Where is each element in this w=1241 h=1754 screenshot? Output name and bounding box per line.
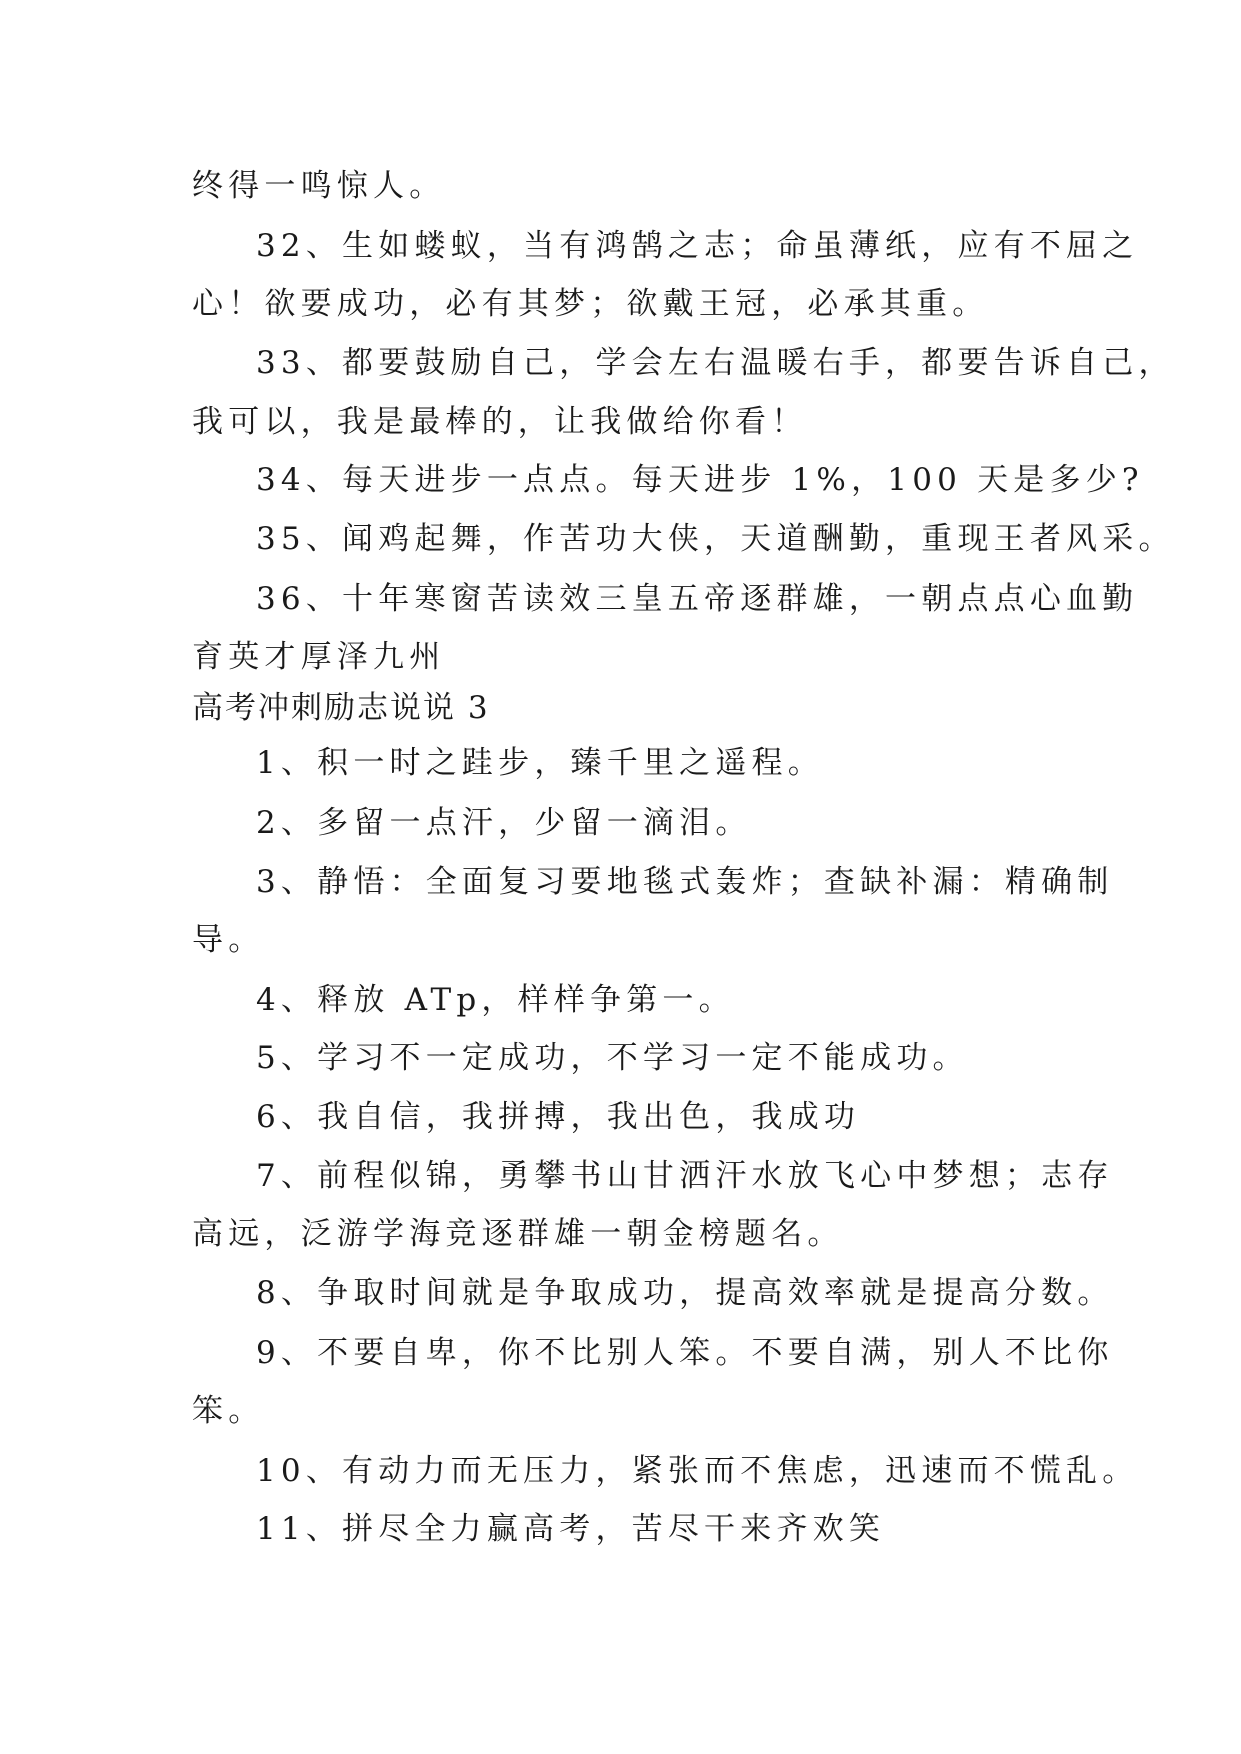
paragraph-line: 6、我自信，我拼搏，我出色，我成功 <box>256 1099 861 1135</box>
paragraph-line: 33、都要鼓励自己，学会左右温暖右手，都要告诉自己， <box>256 345 1175 381</box>
paragraph-line: 7、前程似锦，勇攀书山甘洒汗水放飞心中梦想；志存 <box>256 1158 1114 1194</box>
section-heading: 高考冲刺励志说说 3 <box>192 690 490 726</box>
paragraph-line: 9、不要自卑，你不比别人笨。不要自满，别人不比你 <box>256 1335 1114 1371</box>
paragraph-line: 高远，泛游学海竞逐群雄一朝金榜题名。 <box>192 1216 844 1252</box>
paragraph-line: 3、静悟：全面复习要地毯式轰炸；查缺补漏：精确制 <box>256 864 1114 900</box>
paragraph-line: 35、闻鸡起舞，作苦功大侠，天道酬勤，重现王者风采。 <box>256 521 1175 557</box>
paragraph-line: 心！欲要成功，必有其梦；欲戴王冠，必承其重。 <box>192 286 989 322</box>
paragraph-line: 32、生如蝼蚁，当有鸿鹄之志；命虽薄纸，应有不屈之 <box>256 228 1139 264</box>
paragraph-line: 导。 <box>192 922 265 958</box>
paragraph-line: 10、有动力而无压力，紧张而不焦虑，迅速而不慌乱。 <box>256 1453 1139 1489</box>
paragraph-line: 5、学习不一定成功，不学习一定不能成功。 <box>256 1040 969 1076</box>
paragraph-line: 我可以，我是最棒的，让我做给你看！ <box>192 404 808 440</box>
paragraph-line: 育英才厚泽九州 <box>192 639 446 675</box>
paragraph-line: 11、拼尽全力赢高考，苦尽干来齐欢笑 <box>256 1511 886 1547</box>
paragraph-line: 笨。 <box>192 1393 265 1429</box>
paragraph-line: 34、每天进步一点点。每天进步 1%，100 天是多少? <box>256 462 1144 498</box>
paragraph-line: 终得一鸣惊人。 <box>192 168 446 204</box>
paragraph-line: 1、积一时之跬步，臻千里之遥程。 <box>256 745 824 781</box>
paragraph-line: 4、释放 ATp，样样争第一。 <box>256 982 735 1018</box>
paragraph-line: 36、十年寒窗苦读效三皇五帝逐群雄，一朝点点心血勤 <box>256 581 1139 617</box>
paragraph-line: 8、争取时间就是争取成功，提高效率就是提高分数。 <box>256 1275 1114 1311</box>
paragraph-line: 2、多留一点汗，少留一滴泪。 <box>256 805 752 841</box>
